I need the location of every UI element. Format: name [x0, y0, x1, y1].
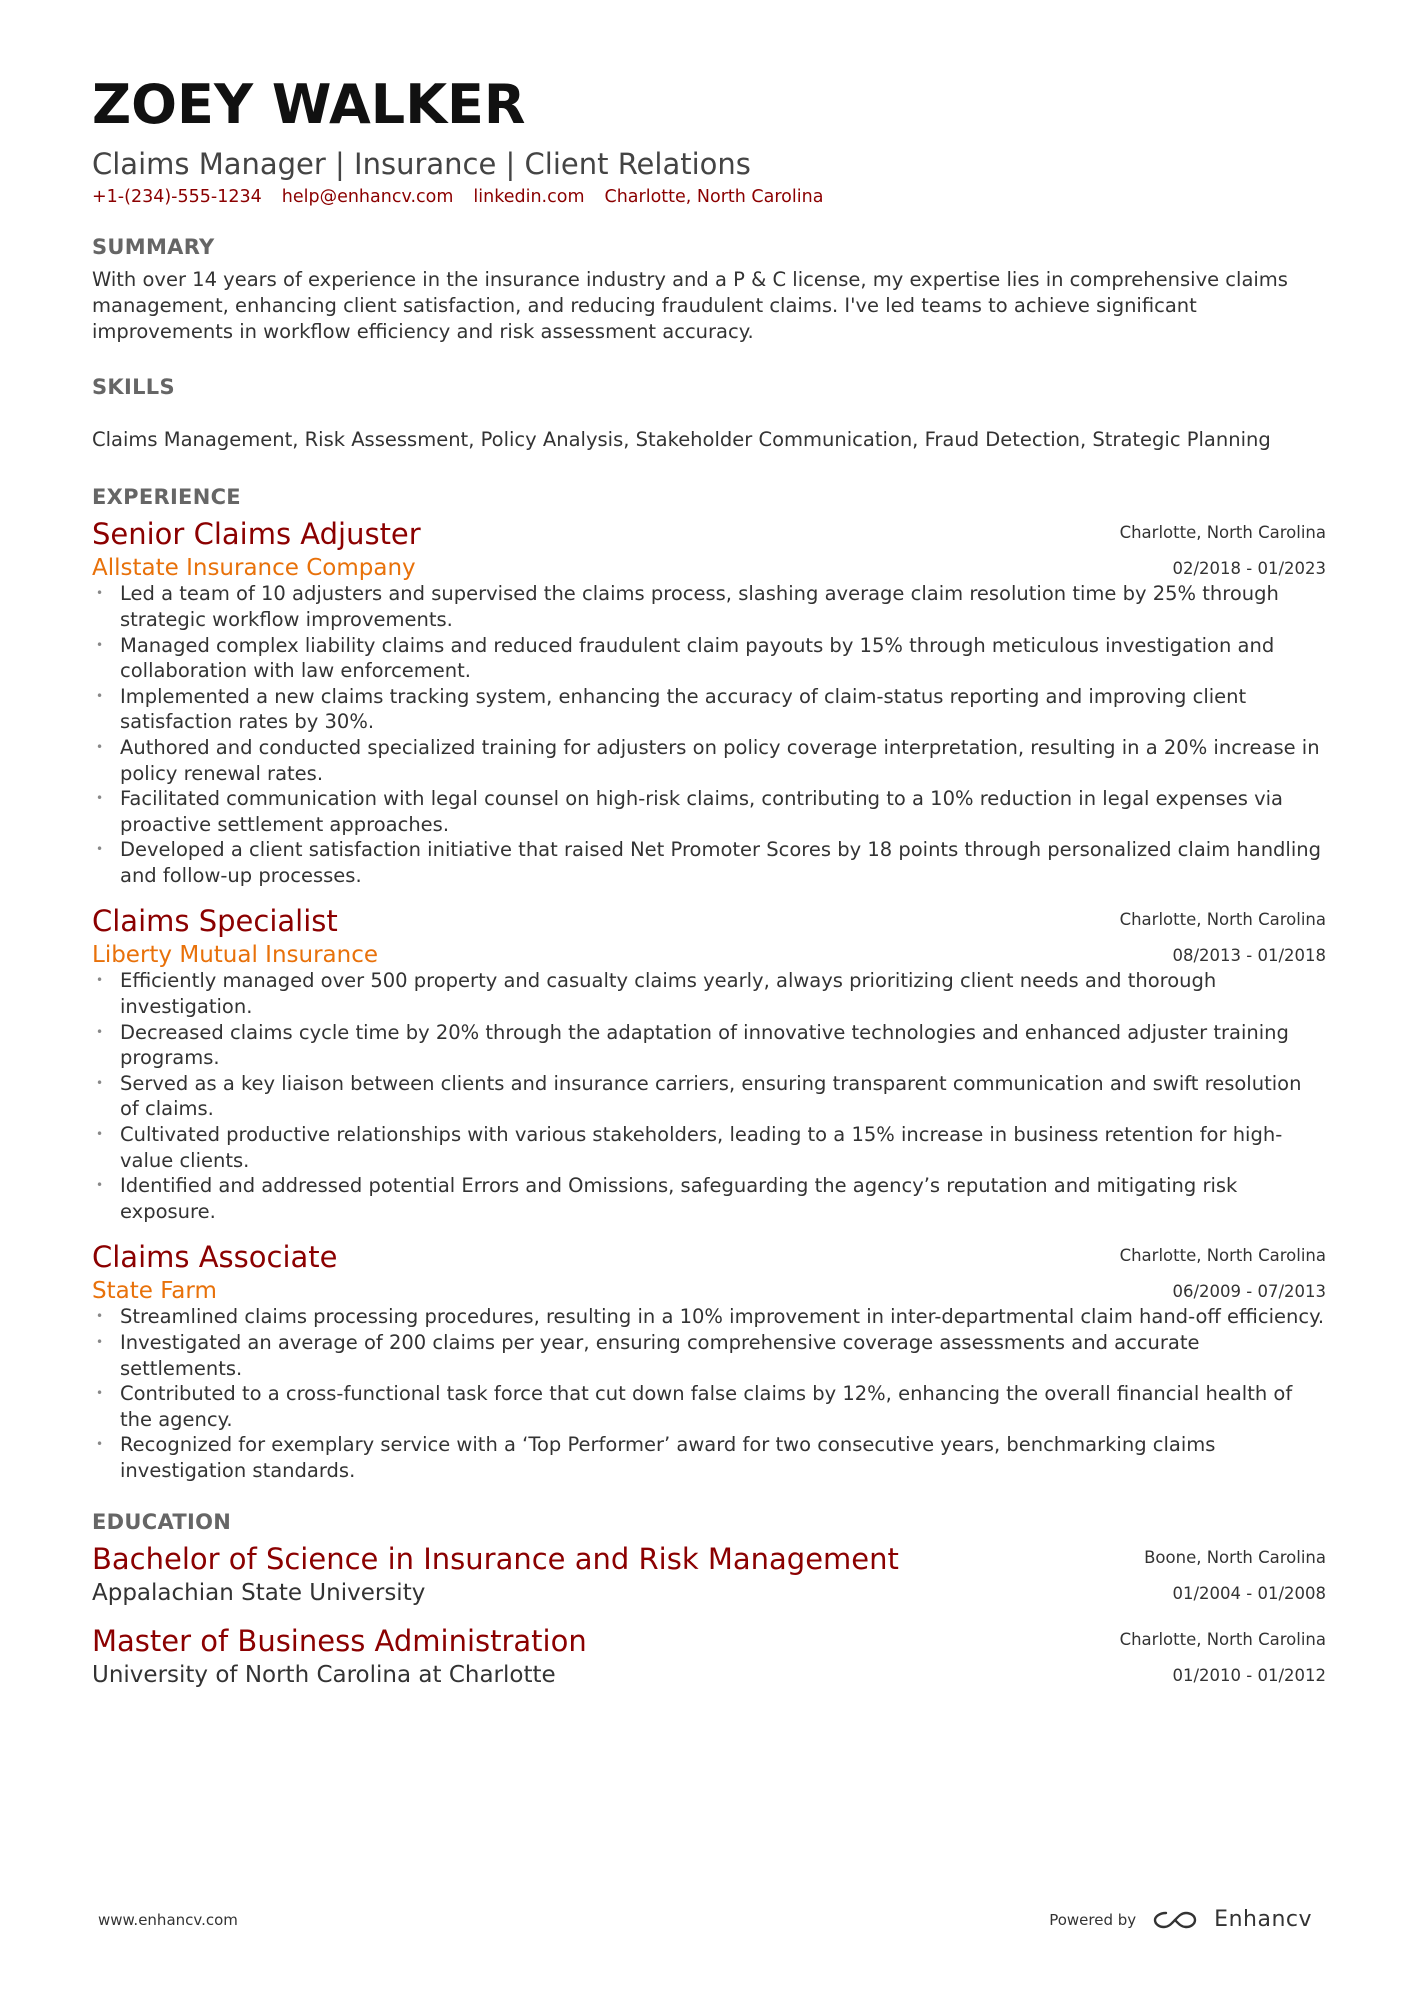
job-location: Charlotte, North Carolina	[1119, 1246, 1326, 1266]
experience-entry	[92, 902, 1326, 1224]
linkedin-link[interactable]: linkedin.com	[473, 187, 585, 208]
job-dates: 08/2013 - 01/2018	[1172, 946, 1326, 966]
job-meta	[1120, 902, 1326, 974]
bullet-item: • Recognized for exemplary service with a ‘Top Performer’ award for two consecutive years, benchmarking claims investigation standards.	[92, 1432, 1326, 1483]
education-entry	[92, 1540, 1326, 1622]
degree: Master of Business Administration	[92, 1623, 587, 1658]
skills-text: Claims Management, Risk Assessment, Policy Analysis, Stakeholder Communication, Fraud Detection, Strategic Planning	[92, 428, 1271, 452]
education-location: Charlotte, North Carolina	[1119, 1629, 1326, 1649]
education-location: Boone, North Carolina	[1144, 1547, 1326, 1567]
school: University of North Carolina at Charlotte	[92, 1661, 556, 1688]
job-bullets	[92, 581, 1326, 888]
bullet-item: • Contributed to a cross-functional task force that cut down false claims by 12%, enhancing the overall financial health of the agency.	[92, 1381, 1326, 1432]
brand-name: Enhancv	[1214, 1907, 1312, 1932]
resume-page	[92, 73, 1326, 1704]
bullet-item: • Identified and addressed potential Errors and Omissions, safeguarding the agency’s reputation and mitigating risk exposure.	[92, 1173, 1326, 1224]
job-meta	[1120, 1238, 1326, 1310]
experience-entry	[92, 1238, 1326, 1483]
bullet-item: • Cultivated productive relationships with various stakeholders, leading to a 15% increase in business retention for high-value clients.	[92, 1122, 1326, 1173]
experience-entry	[92, 515, 1326, 888]
job-company: Allstate Insurance Company	[92, 555, 416, 582]
email[interactable]: help@enhancv.com	[281, 187, 454, 208]
education-meta	[1144, 1540, 1326, 1612]
job-bullets	[92, 1304, 1326, 1483]
summary-text: With over 14 years of experience in the insurance industry and a P & C license, my expertise lies in comprehensive claims management, enhancing client satisfaction, and reducing fraudulent claims. I've led teams to achieve significant improvements in workflow efficiency and risk assessment accuracy.	[92, 268, 1288, 344]
phone[interactable]: +1-(234)-555-1234	[92, 187, 262, 208]
bullet-item: • Led a team of 10 adjusters and supervised the claims process, slashing average claim resolution time by 25% through strategic workflow improvements.	[92, 581, 1326, 632]
education-dates: 01/2004 - 01/2008	[1172, 1583, 1326, 1603]
bullet-item: • Implemented a new claims tracking system, enhancing the accuracy of claim-status reporting and improving client satisfaction rates by 30%.	[92, 684, 1326, 735]
headline: Claims Manager | Insurance | Client Relations	[92, 147, 751, 181]
enhancv-logo-icon	[1152, 1908, 1198, 1932]
education-entry	[92, 1622, 1326, 1704]
job-role: Claims Specialist	[92, 904, 338, 939]
job-dates: 06/2009 - 07/2013	[1172, 1282, 1326, 1302]
job-bullets	[92, 968, 1326, 1224]
experience-list	[92, 515, 1326, 1483]
candidate-name: ZOEY WALKER	[92, 73, 526, 136]
footer-website[interactable]: www.enhancv.com	[98, 1911, 238, 1929]
bullet-item: • Facilitated communication with legal counsel on high-risk claims, contributing to a 10% reduction in legal expenses via proactive settlement approaches.	[92, 786, 1326, 837]
powered-by-label: Powered by	[1049, 1910, 1137, 1929]
location: Charlotte, North Carolina	[604, 187, 824, 208]
job-location: Charlotte, North Carolina	[1119, 523, 1326, 543]
degree: Bachelor of Science in Insurance and Risk Management	[92, 1541, 899, 1576]
school: Appalachian State University	[92, 1579, 426, 1606]
education-dates: 01/2010 - 01/2012	[1172, 1665, 1326, 1685]
bullet-item: • Streamlined claims processing procedures, resulting in a 10% improvement in inter-departmental claim hand-off efficiency.	[92, 1304, 1326, 1330]
job-company: Liberty Mutual Insurance	[92, 942, 379, 969]
bullet-item: • Served as a key liaison between clients and insurance carriers, ensuring transparent communication and swift resolution of claims.	[92, 1071, 1326, 1122]
summary-heading: SUMMARY	[92, 235, 215, 260]
education-heading: EDUCATION	[92, 1509, 232, 1534]
job-dates: 02/2018 - 01/2023	[1172, 559, 1326, 579]
bullet-item: • Developed a client satisfaction initiative that raised Net Promoter Scores by 18 points through personalized claim handling and follow-up processes.	[92, 837, 1326, 888]
bullet-item: • Authored and conducted specialized training for adjusters on policy coverage interpretation, resulting in a 20% increase in policy renewal rates.	[92, 735, 1326, 786]
footer-branding	[1049, 1907, 1312, 1932]
education-meta	[1120, 1622, 1326, 1694]
experience-heading: EXPERIENCE	[92, 485, 241, 510]
bullet-item: • Decreased claims cycle time by 20% through the adaptation of innovative technologies and enhanced adjuster training programs.	[92, 1020, 1326, 1071]
job-company: State Farm	[92, 1278, 217, 1305]
skills-heading: SKILLS	[92, 375, 175, 400]
job-role: Claims Associate	[92, 1240, 338, 1275]
page-footer	[98, 1907, 1312, 1937]
bullet-item: • Managed complex liability claims and reduced fraudulent claim payouts by 15% through meticulous investigation and collaboration with law enforcement.	[92, 633, 1326, 684]
bullet-item: • Investigated an average of 200 claims per year, ensuring comprehensive coverage assessments and accurate settlements.	[92, 1330, 1326, 1381]
job-meta	[1120, 515, 1326, 587]
job-role: Senior Claims Adjuster	[92, 517, 421, 552]
bullet-item: • Efficiently managed over 500 property and casualty claims yearly, always prioritizing client needs and thorough investigation.	[92, 968, 1326, 1019]
job-location: Charlotte, North Carolina	[1119, 910, 1326, 930]
contact-row	[92, 187, 1326, 207]
